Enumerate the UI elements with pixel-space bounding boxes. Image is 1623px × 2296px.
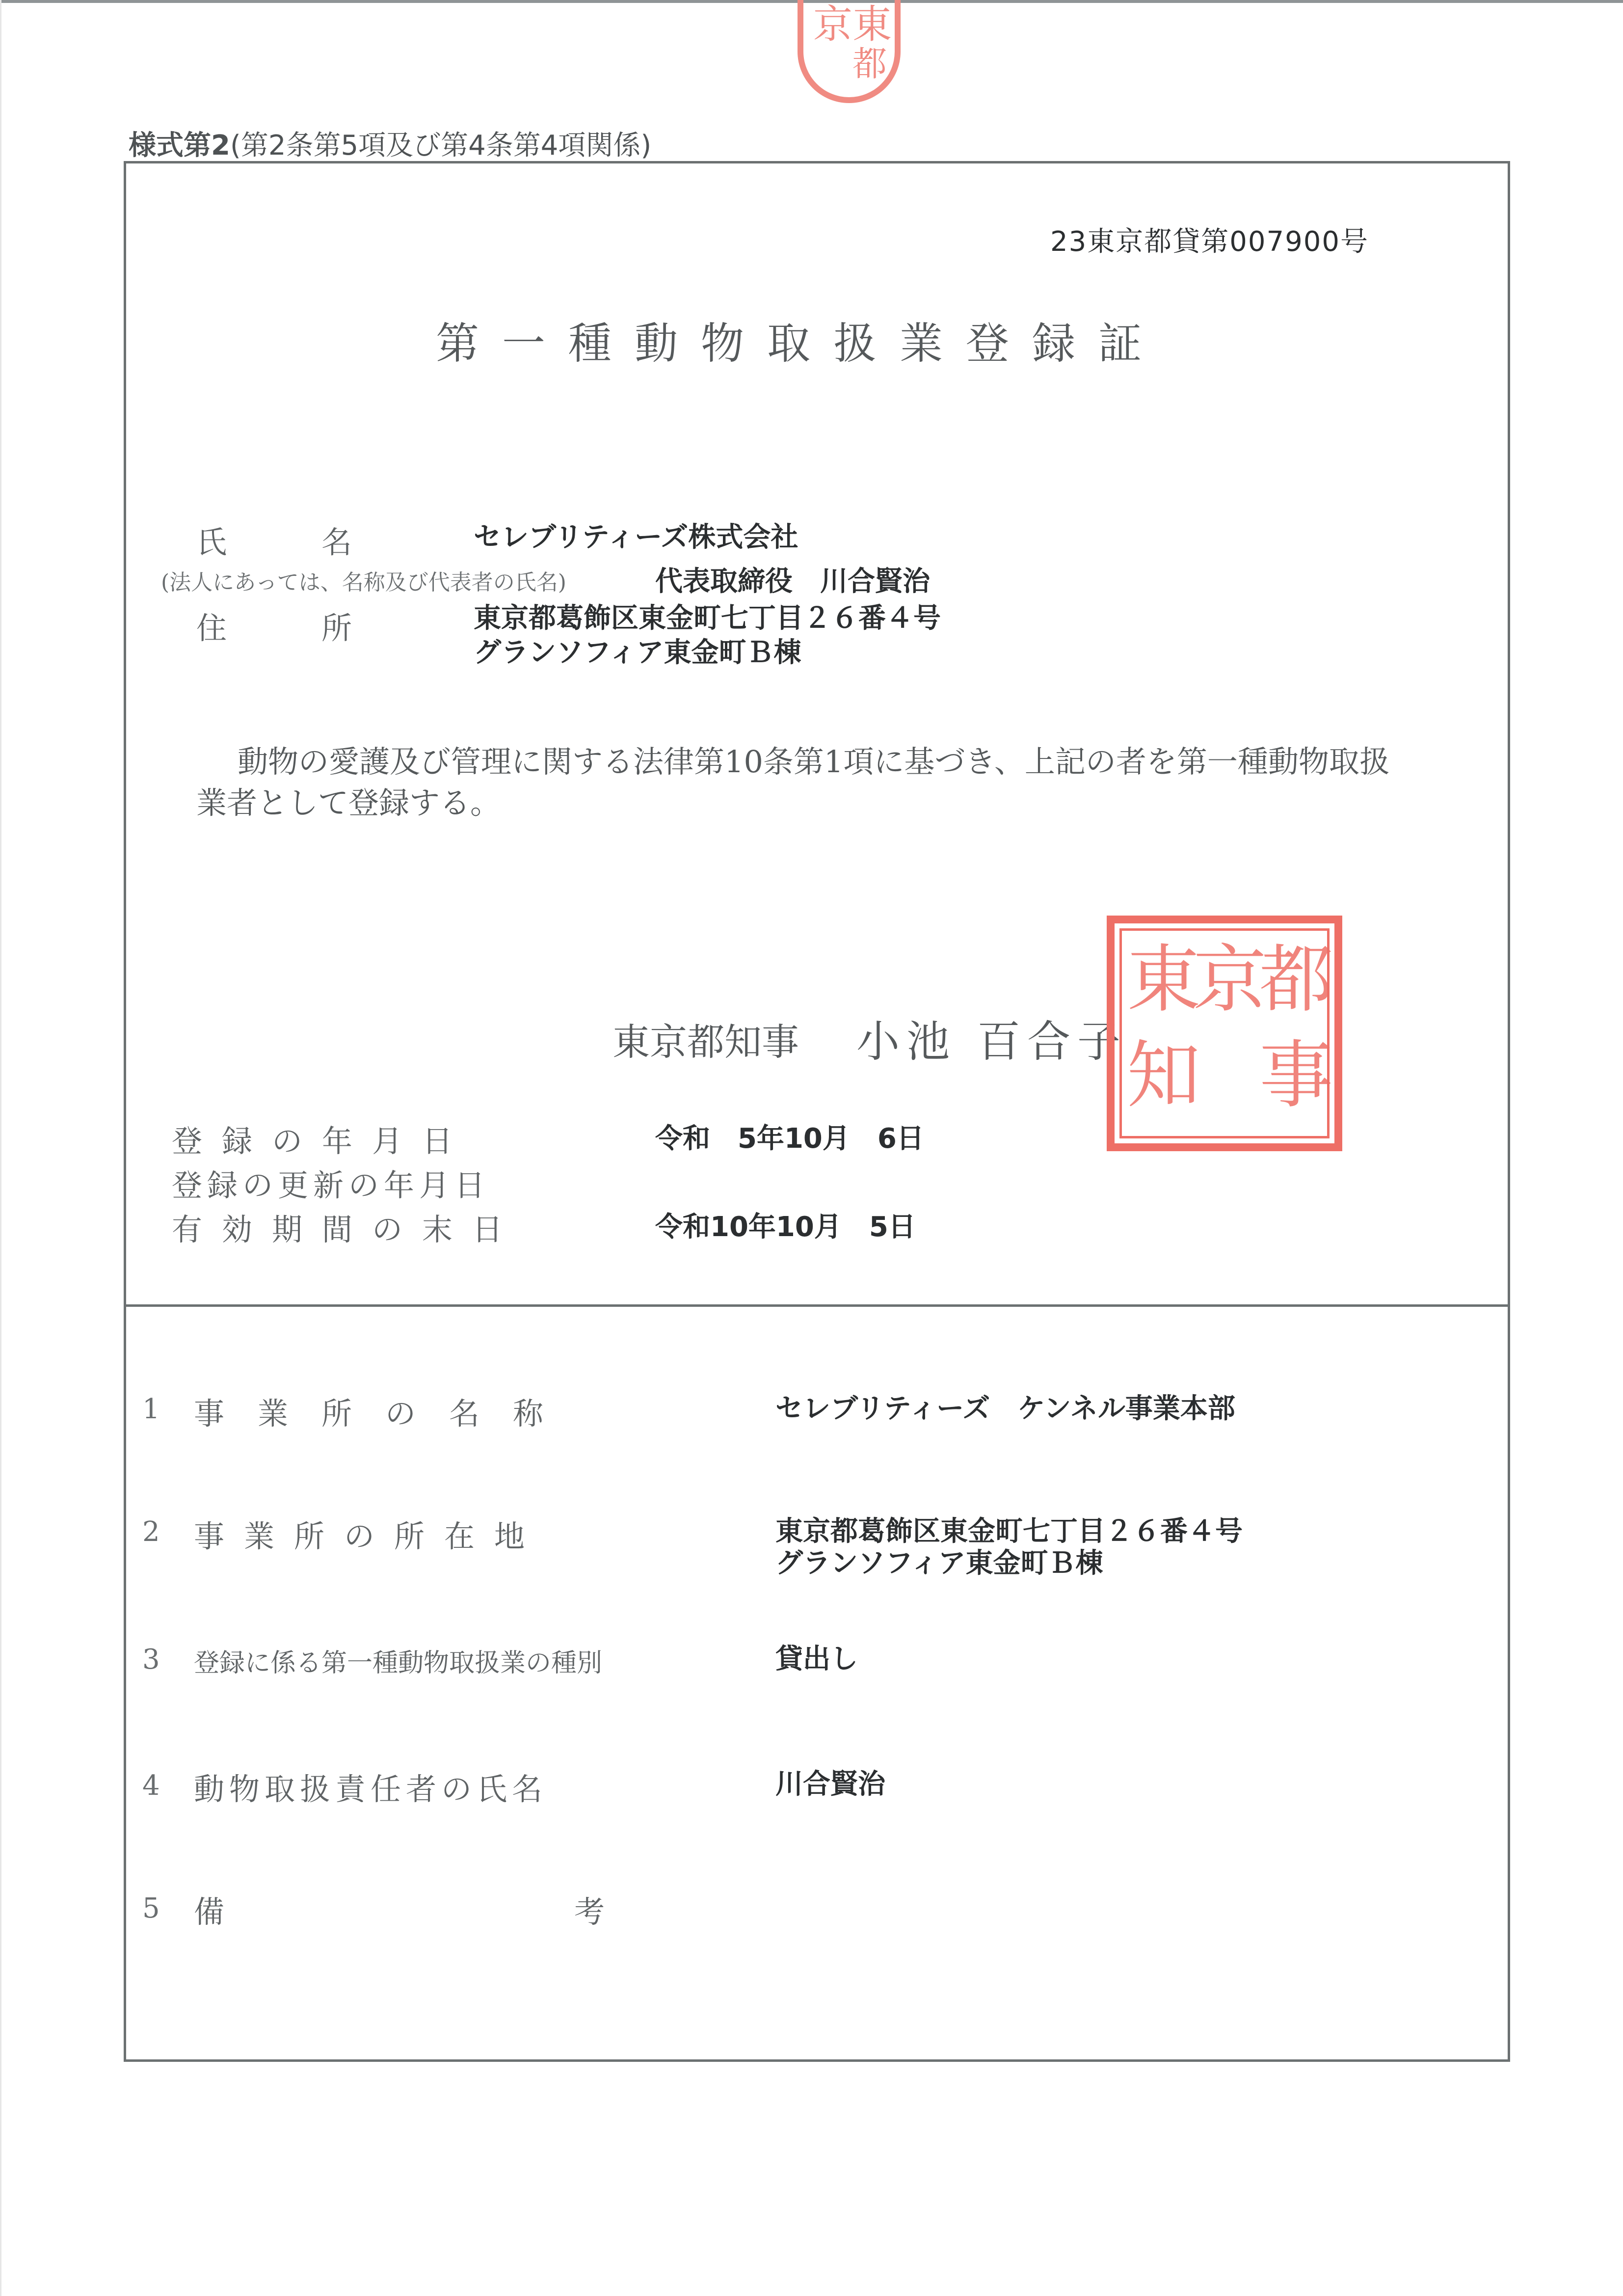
item-label-office-address: 事業所の所在地 — [194, 1518, 545, 1554]
form-number-reference: (第2条第5項及び第4条第4項関係) — [230, 130, 652, 162]
name-label-2: 名 — [321, 524, 352, 560]
form-number-label — [129, 124, 651, 163]
address-line-1: 東京都葛飾区東金町七丁目２６番４号 — [474, 602, 941, 634]
address-label-1: 住 — [196, 610, 227, 646]
top-seal-char: 京 — [813, 1, 852, 47]
item-number: 5 — [142, 1892, 160, 1924]
address-line-2: グランソフィア東金町Ｂ棟 — [474, 637, 801, 669]
form-number-bold: 様式第2 — [129, 130, 230, 162]
issuer-title: 東京都知事 — [612, 1020, 799, 1064]
issuer-name: 小池 百合子 — [856, 1016, 1127, 1067]
item-label-responsible-person: 動物取扱責任者の氏名 — [194, 1771, 548, 1807]
item-label-office-name: 事業所の名称 — [194, 1396, 577, 1432]
governor-seal-stamp — [1107, 916, 1342, 1151]
item-label-remarks-b: 考 — [574, 1894, 605, 1930]
item-label-remarks-a: 備 — [194, 1894, 225, 1930]
seal-char: 知 — [1127, 1033, 1201, 1118]
renewal-date-label: 登録の更新の年月日 — [172, 1167, 490, 1203]
item-number: 4 — [142, 1770, 160, 1802]
item-label-business-type: 登録に係る第一種動物取扱業の種別 — [194, 1648, 603, 1678]
seal-char: 都 — [1259, 937, 1333, 1023]
name-note: (法人にあっては、名称及び代表者の氏名) — [161, 570, 566, 595]
item-number: 3 — [142, 1644, 160, 1675]
expiry-date-label: 有効期間の末日 — [172, 1212, 523, 1247]
office-address-line-1: 東京都葛飾区東金町七丁目２６番４号 — [775, 1515, 1243, 1547]
top-seal-stamp — [798, 0, 901, 103]
address-label-2: 所 — [321, 610, 352, 646]
registration-number: 23東京都貸第007900号 — [1050, 226, 1369, 258]
statement-line-2: 業者として登録する。 — [196, 785, 501, 821]
scan-left-edge — [0, 0, 1, 2296]
registration-statement — [196, 741, 1472, 824]
section-divider — [124, 1304, 1510, 1307]
certificate-title: 第一種動物取扱業登録証 — [436, 318, 1165, 369]
company-name: セレブリティーズ株式会社 — [474, 521, 798, 553]
seal-char: 事 — [1259, 1033, 1333, 1118]
item-number: 2 — [142, 1516, 160, 1548]
responsible-person-value: 川合賢治 — [775, 1768, 885, 1800]
seal-char: 東 — [1127, 937, 1201, 1023]
name-label-1: 氏 — [196, 524, 227, 560]
top-seal-char: 東 — [852, 1, 892, 47]
office-address-line-2: グランソフィア東金町Ｂ棟 — [775, 1547, 1103, 1579]
office-name-value: セレブリティーズ ケンネル事業本部 — [775, 1393, 1235, 1425]
statement-line-1: 動物の愛護及び管理に関する法律第10条第1項に基づき、上記の者を第一種動物取扱 — [238, 744, 1390, 780]
item-number: 1 — [142, 1393, 160, 1425]
expiry-date-value: 令和10年10月 5日 — [655, 1211, 916, 1243]
top-seal-char: 都 — [852, 44, 887, 84]
representative-name: 代表取締役 川合賢治 — [655, 566, 930, 597]
seal-char: 京 — [1193, 937, 1267, 1023]
business-type-value: 貸出し — [775, 1643, 858, 1675]
registration-date-value: 令和 5年10月 6日 — [655, 1123, 924, 1155]
registration-date-label: 登録の年月日 — [172, 1123, 473, 1159]
